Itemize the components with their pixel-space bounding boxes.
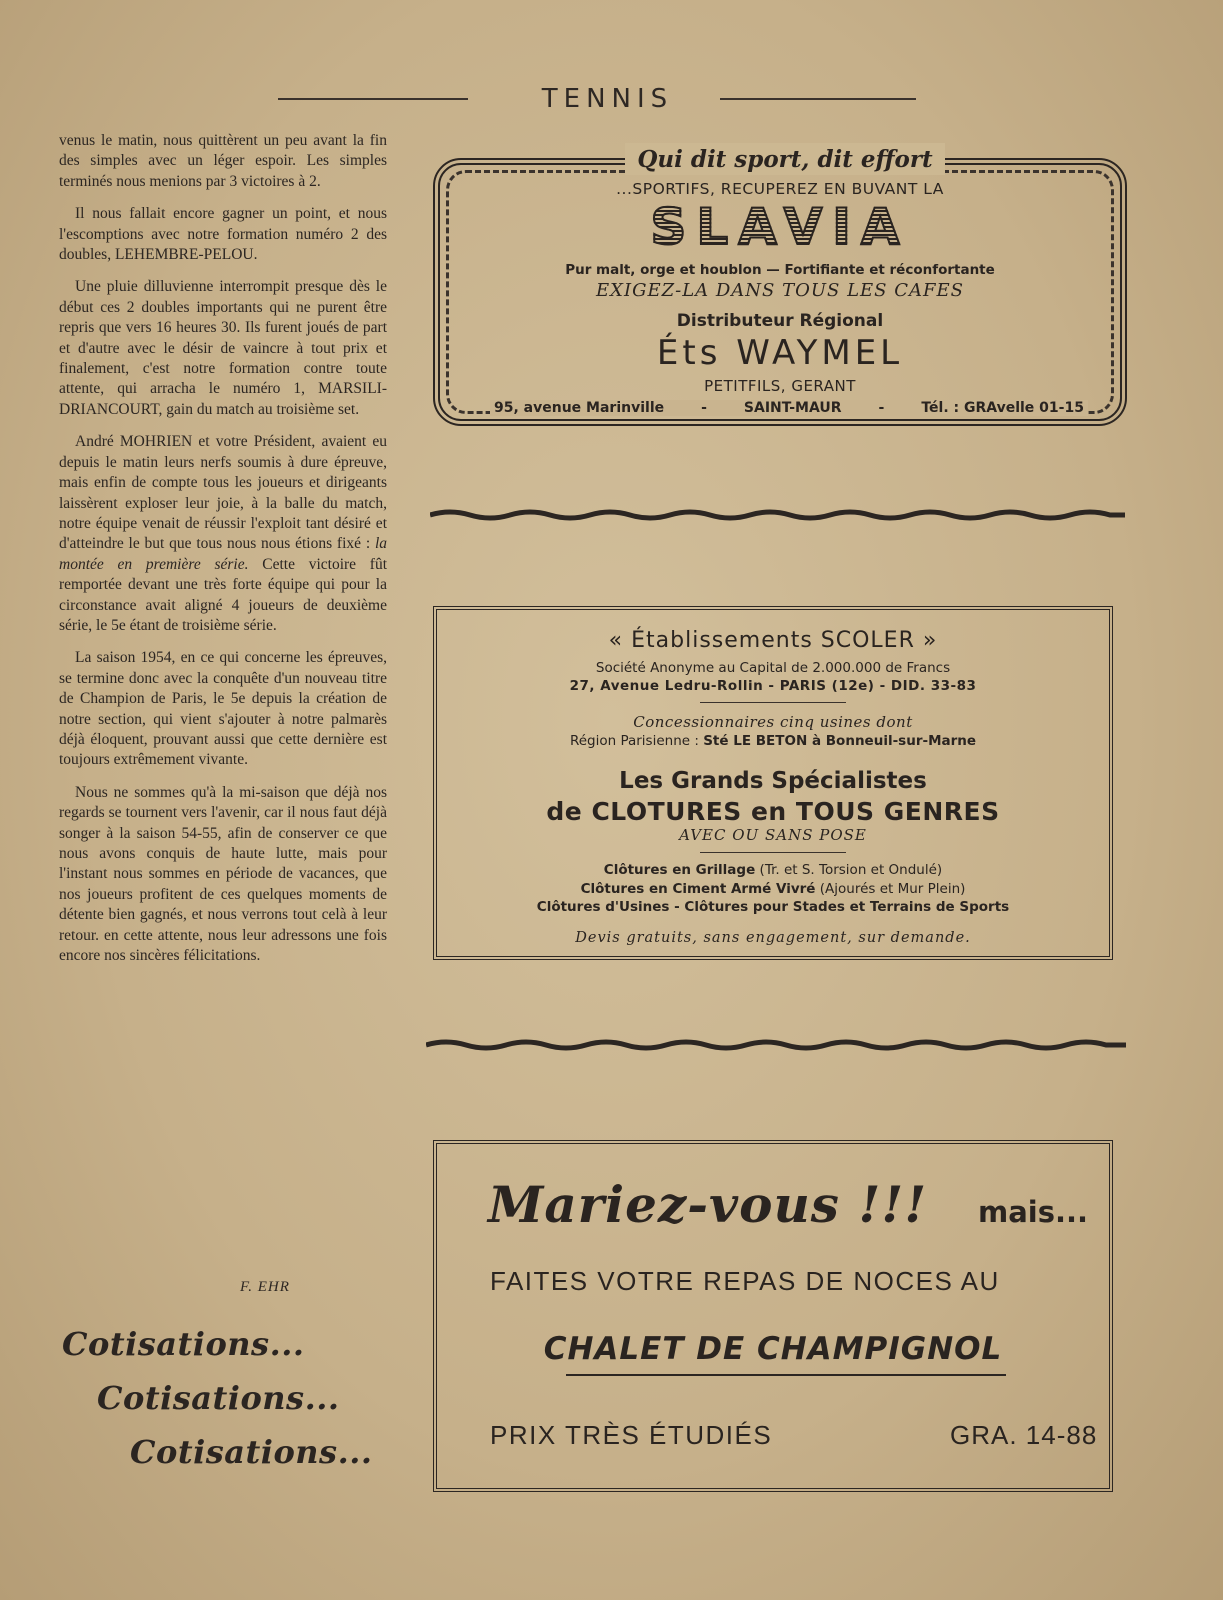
distributor-name: Éts WAYMEL xyxy=(656,333,904,373)
product-detail: (Ajourés et Mur Plein) xyxy=(819,881,966,897)
region-value: Sté LE BETON à Bonneuil-sur-Marne xyxy=(703,733,977,749)
article-paragraph xyxy=(59,432,387,636)
ad-heading: Les Grands Spécialistes xyxy=(619,768,927,794)
city: SAINT-MAUR xyxy=(743,400,842,416)
article-paragraph: venus le matin, nous quittèrent un peu avant la fin des simples avec un léger espoir. Les simples terminés nous menions par 3 victoires à 2. xyxy=(59,132,387,190)
region-label: Région Parisienne : xyxy=(569,733,699,749)
header-rule-left xyxy=(278,98,468,100)
product-line xyxy=(433,881,1113,897)
wavy-divider xyxy=(430,505,1125,525)
ad-tagline: ...SPORTIFS, RECUPEREZ EN BUVANT LA xyxy=(616,180,944,198)
manager-name: PETITFILS, GERANT xyxy=(704,377,856,395)
ad-subheading: AVEC OU SANS POSE xyxy=(679,826,867,844)
concession-text: Concessionnaires cinq usines dont xyxy=(633,713,913,731)
product-description: Pur malt, orge et houblon — Fortifiante et réconfortante xyxy=(565,262,995,278)
product-name: Clôtures en Grillage xyxy=(603,862,756,878)
product-name: Clôtures en Ciment Armé Vivré xyxy=(580,881,816,897)
divider xyxy=(700,852,846,853)
company-name: « Établissements SCOLER » xyxy=(608,628,938,653)
article-text: André MOHRIEN et votre Président, avaient eu depuis le matin leurs nerfs soumis à dure épreuve, mais enfin de compte tous les joueurs et dirigeants laissèrent exploser leur joie, à la balle du match, notre équipe venait de réussir l'exploit tant désiré et d'atteindre le but que tous nous nous étions fixé : xyxy=(59,433,387,553)
venue-name: CHALET DE CHAMPIGNOL xyxy=(543,1331,1003,1367)
ad-slogan: Qui dit sport, dit effort xyxy=(637,146,933,173)
company-capital: Société Anonyme au Capital de 2.000.000 de Francs xyxy=(595,660,951,676)
product-line xyxy=(433,899,1113,915)
price-note: PRIX TRÈS ÉTUDIÉS xyxy=(490,1420,773,1450)
article-text: Cette victoire fût remportée devant une très forte équipe qui pour la circonstance avait aligné 4 joueurs de deuxième série, le 5e étant de troisième série. xyxy=(59,555,388,634)
separator: - xyxy=(878,400,885,416)
cotisations-line: Cotisations... xyxy=(62,1325,305,1363)
separator: - xyxy=(701,400,707,416)
ad-address-line xyxy=(490,400,1088,416)
article-paragraph: Il nous fallait encore gagner un point, et nous l'escomptions avec notre formation numéro 2 des doubles, LEHEMBRE-PELOU. xyxy=(59,205,387,264)
distributor-label: Distributeur Régional xyxy=(676,311,884,331)
product-detail: (Tr. et S. Torsion et Ondulé) xyxy=(759,862,943,878)
brand-name: SLAVIA xyxy=(433,198,1127,256)
article-signature: F. EHR xyxy=(240,1279,290,1295)
street-address: 95, avenue Marinville xyxy=(494,400,665,416)
header-rule-right xyxy=(720,98,916,100)
region-line xyxy=(433,733,1113,749)
article-emphasis: la montée en première série. xyxy=(59,535,387,573)
divider xyxy=(700,702,846,703)
venue-underline xyxy=(566,1374,1006,1376)
article-paragraph: Une pluie dilluvienne interrompit presque dès le début ces 2 doubles importants qui ne purent être repris que vers 16 heures 30. Ils furent joués de part et d'autre avec le désir de vaincre à tout prix et finalement, c'est notre formation contre toute attente, qui arracha le numéro 1, MARSILI-DRIANCOURT, gain du match au troisième set. xyxy=(59,278,387,418)
cotisations-line: Cotisations... xyxy=(130,1433,373,1471)
product-line xyxy=(433,862,1113,878)
ad-call-to-action: EXIGEZ-LA DANS TOUS LES CAFES xyxy=(596,280,964,301)
phone: Tél. : GRAvelle 01-15 xyxy=(921,400,1084,416)
ad-subline: FAITES VOTRE REPAS DE NOCES AU xyxy=(490,1266,1000,1296)
product-name: Clôtures d'Usines - Clôtures pour Stades et Terrains de Sports xyxy=(536,899,1010,915)
phone: GRA. 14-88 xyxy=(950,1420,1098,1450)
cotisations-line: Cotisations... xyxy=(97,1379,340,1417)
article-paragraph: La saison 1954, en ce qui concerne les épreuves, se termine donc avec la conquête d'un nouveau titre de Champion de Paris, le 5e depuis la création de notre section, qui vient s'ajouter à notre palmarès déjà éloquent, prouvant aussi que cette dernière est toujours extrêmement vivante. xyxy=(59,649,387,769)
company-address: 27, Avenue Ledru-Rollin - PARIS (12e) - DID. 33-83 xyxy=(569,678,977,694)
page-title: TENNIS xyxy=(541,84,674,114)
ad-headline-suffix: mais... xyxy=(978,1195,1089,1229)
quote-note: Devis gratuits, sans engagement, sur demande. xyxy=(575,930,971,946)
ad-heading: de CLOTURES en TOUS GENRES xyxy=(546,797,1000,826)
article-paragraph: Nous ne sommes qu'à la mi-saison que déjà nos regards se tournent vers l'avenir, car il nous faut déjà songer à la saison 54-55, afin de conserver ce que nous avons conquis de haute lutte, mais pour l'instant nous sommes en période de vacances, que nos joueurs profitent de ces quelques moments de détente bien gagnés, et nous verrons tout celà à leur retour. en cette attente, nous leur adressons une fois encore nos sincères félicitations. xyxy=(59,783,387,965)
wavy-divider xyxy=(426,1035,1126,1055)
article-column xyxy=(59,131,387,978)
ad-headline: Mariez-vous !!! xyxy=(488,1175,928,1234)
